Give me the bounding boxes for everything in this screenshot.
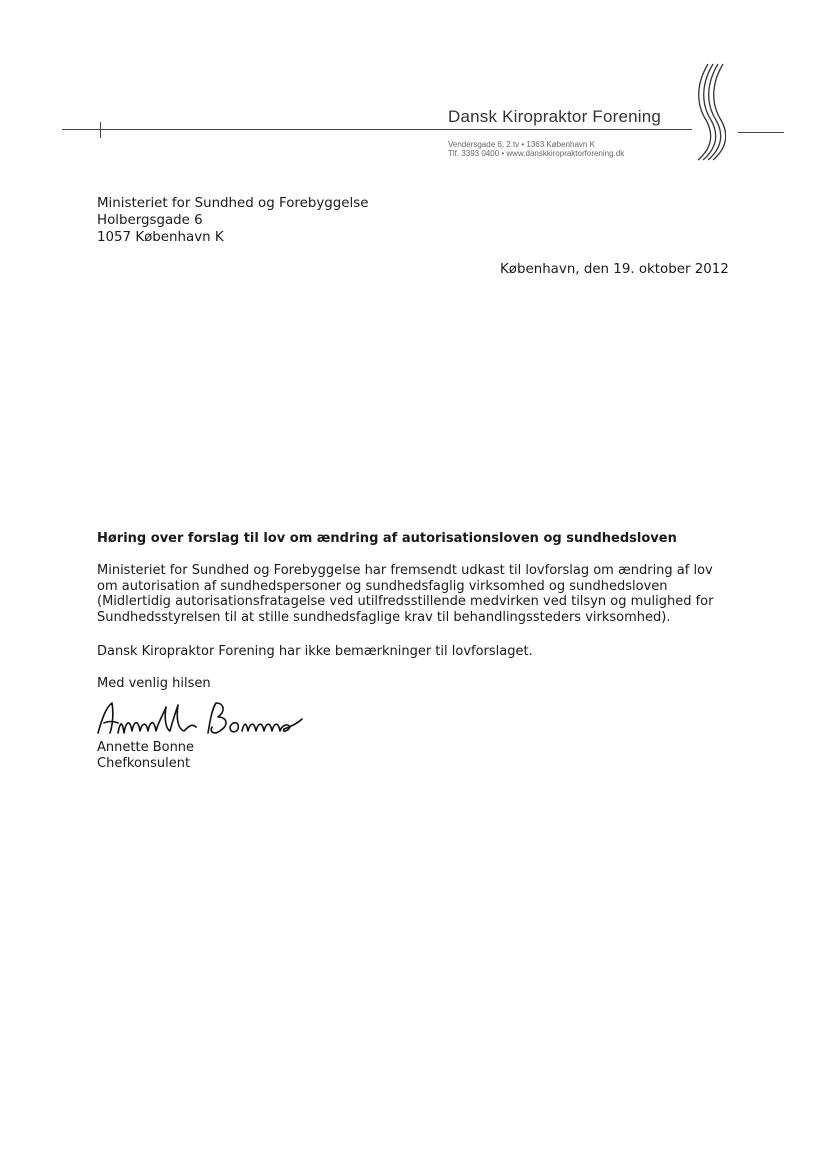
closing-salutation: Med venlig hilsen	[97, 676, 211, 691]
body-paragraph-1	[97, 563, 713, 625]
curved-lines-logo-icon	[692, 62, 726, 162]
recipient-name: Ministeriet for Sundhed og Forebyggelse	[97, 196, 369, 211]
letterhead-rule	[62, 129, 692, 130]
paragraph-line: Sundhedsstyrelsen til at stille sundhedsfaglige krav til behandlingssteders virksomhed).	[97, 609, 671, 625]
paragraph-line: (Midlertidig autorisationsfratagelse ved utilfredsstillende medvirken ved tilsyn og mulighed for	[97, 594, 714, 609]
paragraph-line: Ministeriet for Sundhed og Forebyggelse har fremsendt udkast til lovforslag om ændring af lov	[97, 563, 713, 578]
signatory-title: Chefkonsulent	[97, 756, 191, 771]
paragraph-line: om autorisation af sundhedspersoner og sundhedsfaglig virksomhed og sundhedsloven	[97, 578, 668, 594]
letterhead-rule-right	[738, 132, 784, 133]
recipient-city: 1057 København K	[97, 230, 224, 245]
letter-subject: Høring over forslag til lov om ændring af autorisationsloven og sundhedsloven	[97, 531, 677, 546]
recipient-street: Holbergsgade 6	[97, 213, 203, 228]
handwritten-signature	[92, 697, 306, 741]
organization-address: Vendersgade 6, 2.tv • 1363 København K	[448, 140, 595, 149]
letterhead-rule-tick	[100, 122, 101, 138]
organization-name: Dansk Kiropraktor Forening	[448, 107, 662, 126]
letter-date: København, den 19. oktober 2012	[500, 262, 729, 277]
body-paragraph-2: Dansk Kiropraktor Forening har ikke bemærkninger til lovforslaget.	[97, 644, 533, 659]
organization-contact: Tlf. 3393 0400 • www.danskkiropraktorforening.dk	[448, 149, 625, 158]
signatory-name: Annette Bonne	[97, 740, 195, 755]
